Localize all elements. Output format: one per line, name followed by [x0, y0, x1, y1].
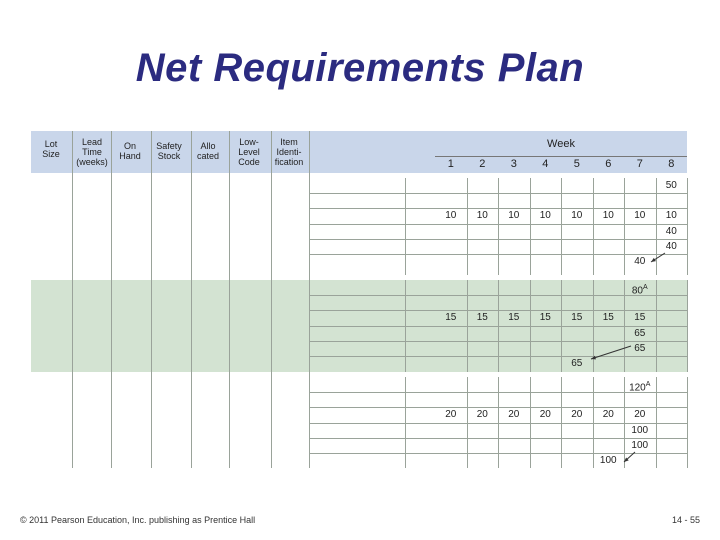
release-arrow: [591, 346, 631, 359]
week-value: 10: [445, 210, 457, 222]
week-value: 10: [665, 210, 677, 222]
week-value: $80^A$: [631, 284, 648, 297]
week-value: 10: [602, 210, 614, 222]
week-value: 40: [665, 225, 677, 237]
week-value: 20: [476, 409, 488, 421]
week-value: 15: [508, 312, 520, 324]
week-column-divider: [687, 377, 688, 468]
week-value: $120^A$: [629, 381, 651, 394]
net-requirements-table: [31, 131, 687, 468]
header-on-hand: On Hand: [119, 141, 141, 161]
week-number: 6: [605, 158, 612, 170]
header-item-id: Item Identi-fication: [274, 137, 304, 167]
week-value: 10: [476, 210, 488, 222]
week-value: 10: [634, 210, 646, 222]
footer-page-number: 14 - 55: [672, 515, 701, 525]
week-value: 65: [571, 358, 583, 369]
week-number: 8: [668, 158, 675, 170]
week-value: 15: [571, 312, 583, 324]
week-value: 20: [602, 409, 614, 421]
header-allocated: Allo cated: [196, 141, 220, 161]
week-value: 40: [634, 256, 646, 267]
arrow-head: [591, 356, 596, 360]
week-value: 15: [445, 312, 457, 324]
week-value: 50: [665, 180, 677, 191]
header-week: Week: [547, 138, 575, 150]
week-value: 20: [508, 409, 520, 421]
week-value: 20: [571, 409, 583, 421]
week-column-divider: [687, 280, 688, 372]
header-low-level-code: Low-Level Code: [238, 137, 260, 167]
week-value: 15: [476, 312, 488, 324]
week-number: 5: [573, 158, 580, 170]
week-value: 20: [634, 409, 646, 421]
page-title: Net Requirements Plan: [135, 46, 585, 90]
week-value: 10: [508, 210, 520, 222]
week-value: 40: [665, 240, 677, 252]
week-value: 65: [634, 342, 646, 354]
gross-superscript: A: [645, 381, 651, 388]
release-arrows: [31, 131, 687, 468]
week-value: 100: [631, 424, 649, 436]
week-value: 100: [631, 439, 649, 451]
week-value: 15: [602, 312, 614, 324]
week-number: 4: [542, 158, 549, 170]
header-lead-time: Lead Time (weeks): [76, 137, 108, 167]
week-number: 1: [447, 158, 454, 170]
week-value: 15: [634, 312, 646, 324]
week-value: 65: [634, 327, 646, 339]
header-safety-stock: Safety Stock: [156, 141, 182, 161]
week-value: 20: [539, 409, 551, 421]
week-value: 20: [445, 409, 457, 421]
week-number: 7: [636, 158, 643, 170]
week-number: 3: [510, 158, 517, 170]
week-value: 10: [571, 210, 583, 222]
footer-copyright: © 2011 Pearson Education, Inc. publishing as Prentice Hall: [20, 515, 256, 525]
arrow-head: [651, 258, 656, 262]
header-lot-size: Lot Size: [42, 139, 60, 159]
gross-superscript: A: [642, 284, 648, 291]
week-number: 2: [479, 158, 486, 170]
week-column-divider: [687, 178, 688, 275]
week-value: 10: [539, 210, 551, 222]
week-value: 100: [599, 455, 617, 466]
week-value: 15: [539, 312, 551, 324]
